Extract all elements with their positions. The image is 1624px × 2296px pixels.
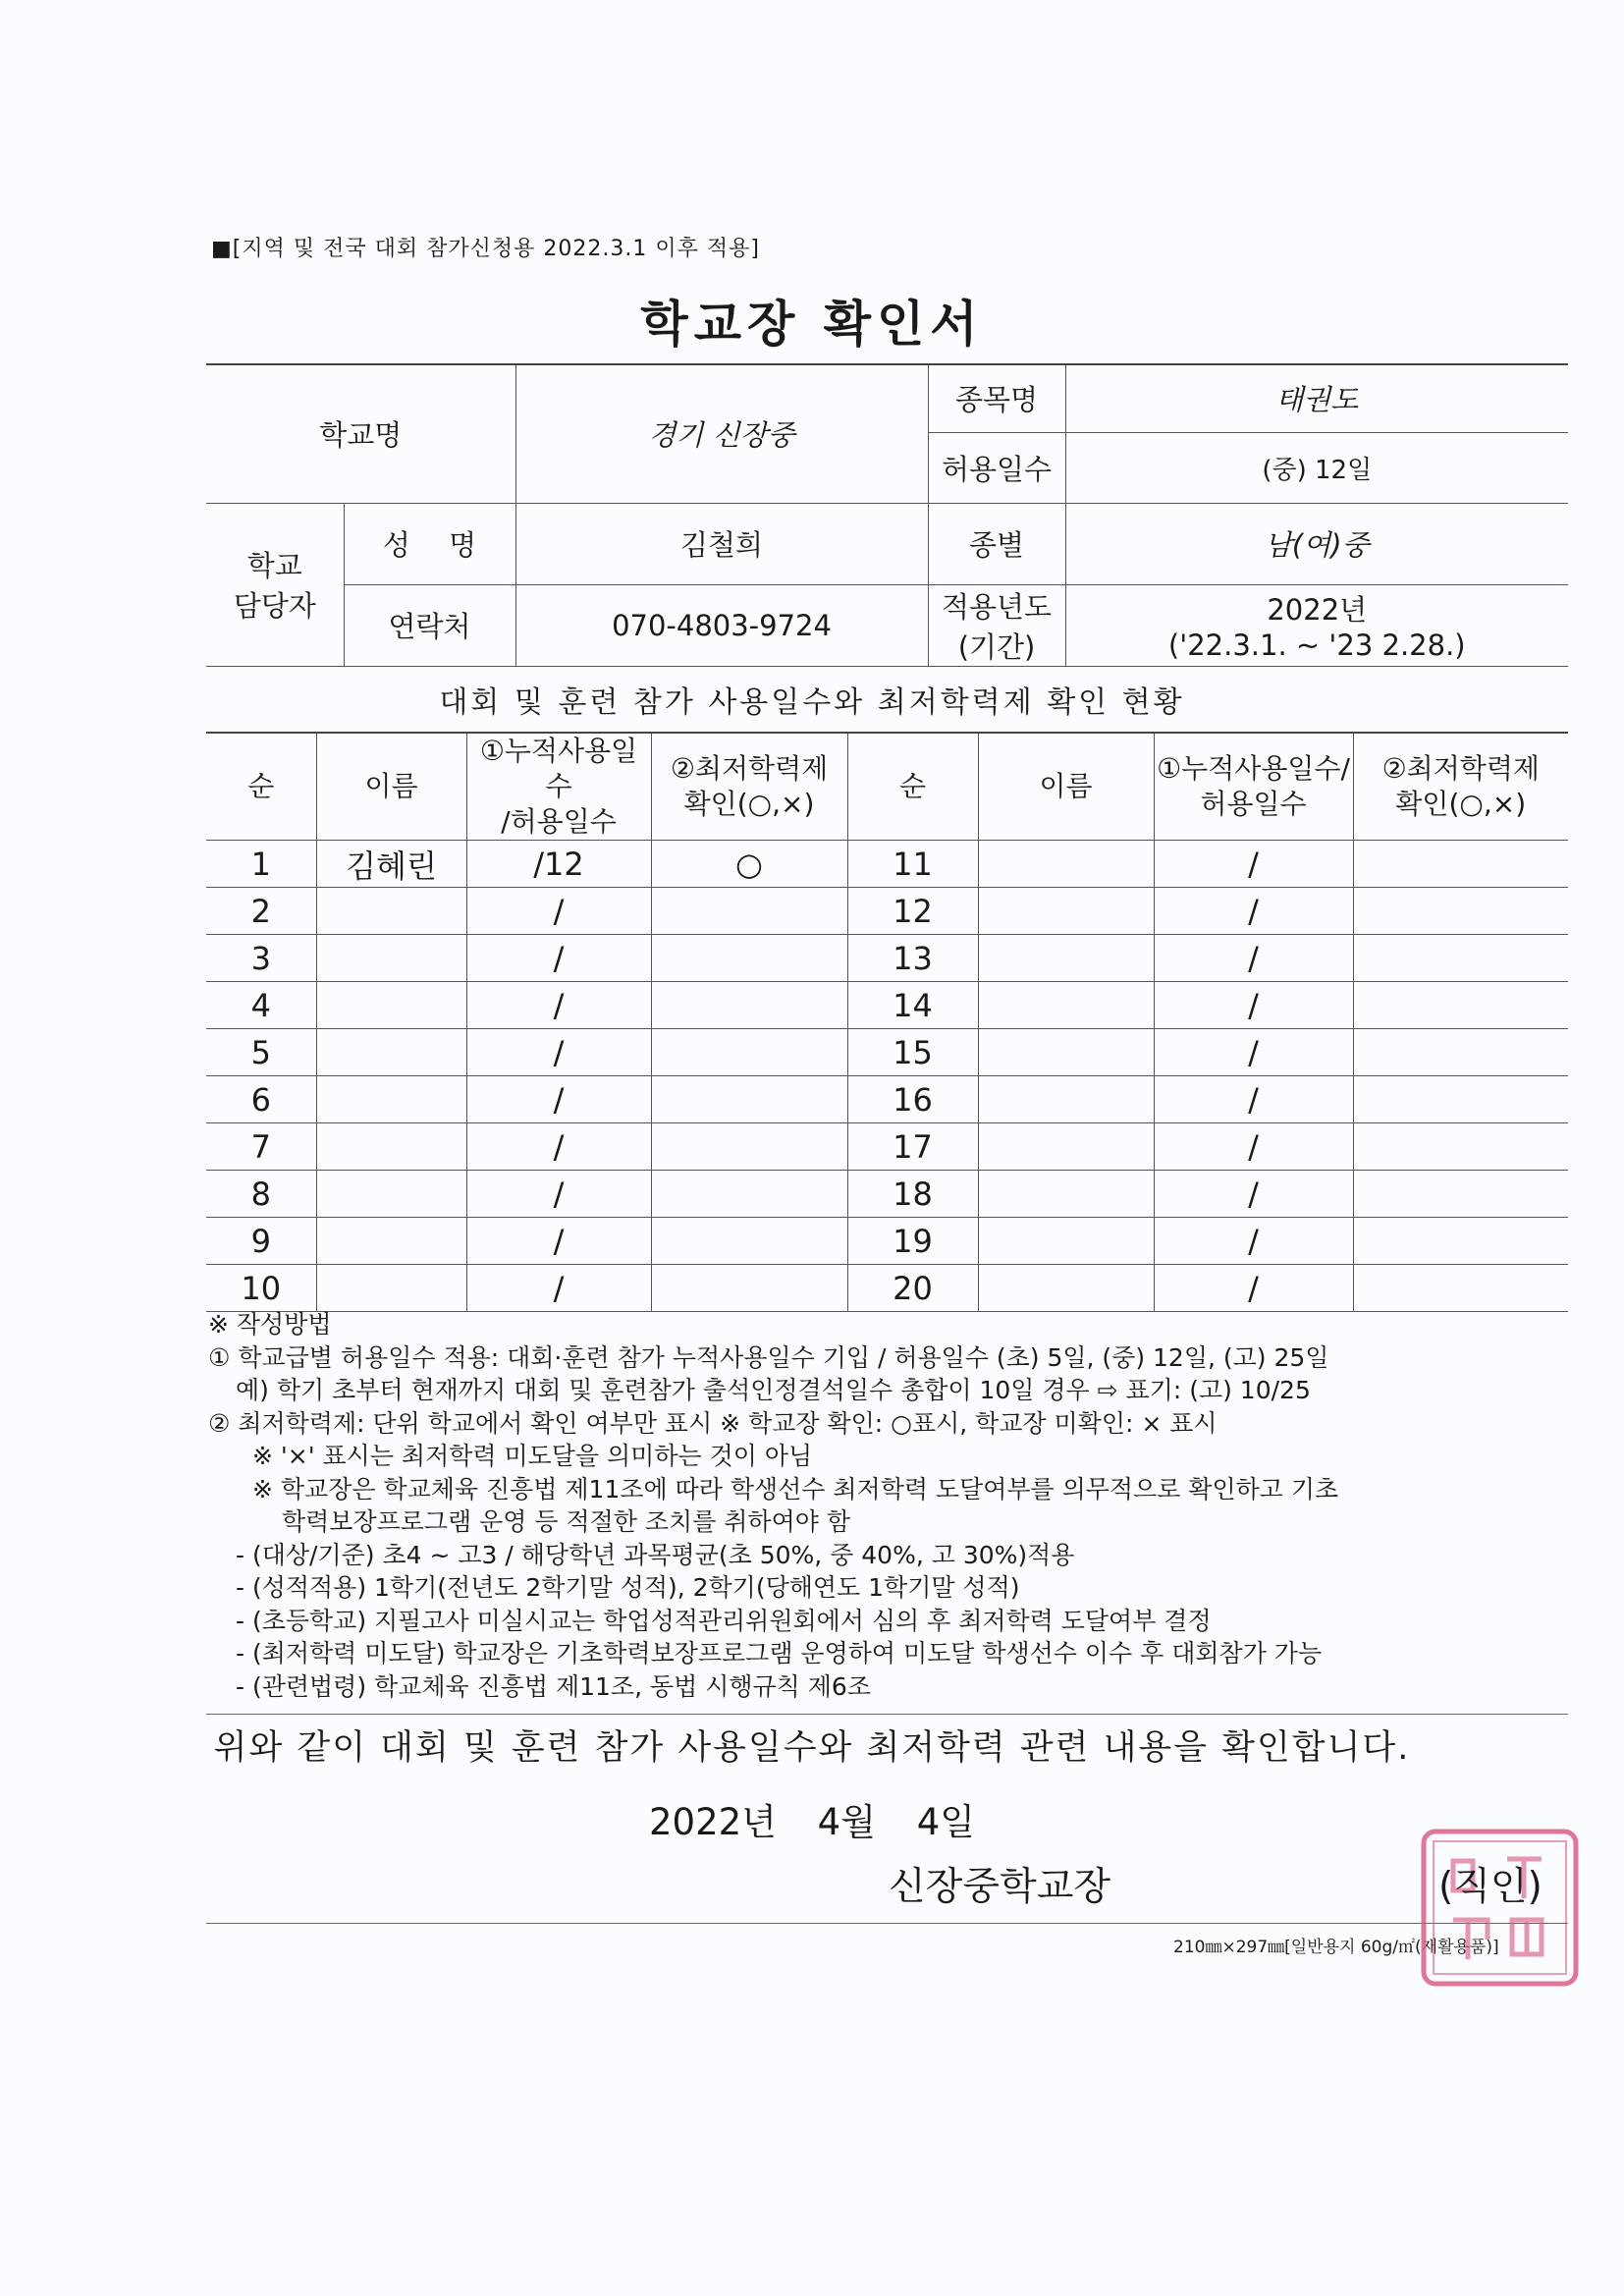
used-days-right: / bbox=[1154, 935, 1353, 982]
academic-check-left bbox=[651, 888, 847, 935]
header-academic-left-line2: 확인(○,×) bbox=[683, 788, 815, 820]
note-bullet-4: - (최저학력 미도달) 학교장은 기초학력보장프로그램 운영하여 미도달 학생선수 이수 후 대회참가 가능 bbox=[236, 1639, 1323, 1667]
academic-check-left bbox=[651, 1171, 847, 1218]
used-days-left: / bbox=[466, 1265, 651, 1312]
year-value-line1: 2022년 bbox=[1267, 593, 1368, 627]
row-number-right: 15 bbox=[847, 1029, 978, 1076]
academic-check-right bbox=[1353, 1218, 1568, 1265]
participant-name-left bbox=[316, 1076, 466, 1123]
row-number-right: 18 bbox=[847, 1171, 978, 1218]
row-number-left: 4 bbox=[206, 982, 316, 1029]
table-row bbox=[206, 1265, 1568, 1312]
used-days-left: / bbox=[466, 1123, 651, 1171]
name-label: 성 명 bbox=[344, 503, 515, 584]
academic-check-left bbox=[651, 1265, 847, 1312]
participant-table bbox=[206, 732, 1568, 1312]
school-label: 학교명 bbox=[206, 364, 515, 503]
table-row bbox=[206, 888, 1568, 935]
participant-name-right bbox=[978, 1076, 1154, 1123]
header-days-left-line1: ①누적사용일수 bbox=[479, 735, 638, 802]
header-name-right: 이름 bbox=[978, 733, 1154, 841]
used-days-right: / bbox=[1154, 1029, 1353, 1076]
academic-check-right bbox=[1353, 1265, 1568, 1312]
participant-name-left bbox=[316, 1218, 466, 1265]
participant-name-left bbox=[316, 1029, 466, 1076]
participant-name-right bbox=[978, 888, 1154, 935]
table-row bbox=[206, 1171, 1568, 1218]
sport-label: 종목명 bbox=[928, 364, 1065, 432]
note-bullet-1: - (대상/기준) 초4 ~ 고3 / 해당학년 과목평균(초 50%, 중 40%, 고 30%)적용 bbox=[236, 1540, 1075, 1569]
table-row bbox=[206, 1123, 1568, 1171]
header-no-right: 순 bbox=[847, 733, 978, 841]
used-days-right: / bbox=[1154, 1265, 1353, 1312]
header-name-left: 이름 bbox=[316, 733, 466, 841]
row-number-right: 14 bbox=[847, 982, 978, 1029]
table-row bbox=[206, 935, 1568, 982]
note-item-1-example: 예) 학기 초부터 현재까지 대회 및 훈련참가 출석인정결석일수 총합이 10일 경우 ⇨ 표기: (고) 10/25 bbox=[236, 1376, 1311, 1404]
table-row bbox=[206, 982, 1568, 1029]
academic-check-right bbox=[1353, 1171, 1568, 1218]
used-days-left: / bbox=[466, 935, 651, 982]
note-bullet-5: - (관련법령) 학교체육 진흥법 제11조, 동법 시행규칙 제6조 bbox=[236, 1671, 871, 1701]
participant-name-left bbox=[316, 1123, 466, 1171]
participant-name-right bbox=[978, 1123, 1154, 1171]
header-academic-left bbox=[651, 733, 847, 841]
used-days-left: / bbox=[466, 1218, 651, 1265]
header-days-right bbox=[1154, 733, 1353, 841]
academic-check-right bbox=[1353, 1123, 1568, 1171]
row-number-left: 9 bbox=[206, 1218, 316, 1265]
notes-heading: ※ 작성방법 bbox=[208, 1310, 332, 1339]
header-no-left: 순 bbox=[206, 733, 316, 841]
sport-value: 태권도 bbox=[1065, 364, 1568, 432]
participant-name-left bbox=[316, 935, 466, 982]
academic-check-left bbox=[651, 1029, 847, 1076]
note-item-2-remark-1: ※ '×' 표시는 최저학력 미도달을 의미하는 것이 아님 bbox=[252, 1442, 813, 1470]
row-number-right: 16 bbox=[847, 1076, 978, 1123]
row-number-left: 5 bbox=[206, 1029, 316, 1076]
school-info-table bbox=[206, 363, 1568, 667]
row-number-left: 3 bbox=[206, 935, 316, 982]
year-value-line2: ('22.3.1. ~ '23 2.28.) bbox=[1167, 629, 1466, 662]
header-days-right-line1: ①누적사용일수/ bbox=[1157, 752, 1350, 785]
allowed-days-label: 허용일수 bbox=[928, 432, 1065, 503]
contact-group-label bbox=[206, 503, 344, 666]
academic-check-right bbox=[1353, 1029, 1568, 1076]
academic-check-left bbox=[651, 935, 847, 982]
confirmation-statement: 위와 같이 대회 및 훈련 참가 사용일수와 최저학력 관련 내용을 확인합니다. bbox=[213, 1728, 1411, 1768]
row-number-left: 6 bbox=[206, 1076, 316, 1123]
divider-top bbox=[206, 1714, 1568, 1715]
divider-bottom bbox=[206, 1923, 1568, 1924]
gender-label: 종별 bbox=[928, 503, 1065, 584]
academic-check-left: ○ bbox=[651, 841, 847, 888]
form-usage-note: ■[지역 및 전국 대회 참가신청용 2022.3.1 이후 적용] bbox=[211, 237, 760, 261]
row-number-left: 7 bbox=[206, 1123, 316, 1171]
academic-check-right bbox=[1353, 982, 1568, 1029]
school-value: 경기 신장중 bbox=[515, 364, 928, 503]
year-label-line2: (기간) bbox=[957, 629, 1036, 664]
contact-group-label-line2: 담당자 bbox=[233, 589, 316, 623]
row-number-right: 20 bbox=[847, 1265, 978, 1312]
document-title: 학교장 확인서 bbox=[640, 296, 984, 353]
participant-name-left bbox=[316, 982, 466, 1029]
row-number-left: 10 bbox=[206, 1265, 316, 1312]
note-bullet-2: - (성적적용) 1학기(전년도 2학기말 성적), 2학기(당해연도 1학기말 성적) bbox=[236, 1573, 1020, 1602]
academic-check-right bbox=[1353, 1076, 1568, 1123]
row-number-left: 8 bbox=[206, 1171, 316, 1218]
academic-check-left bbox=[651, 982, 847, 1029]
participant-name-right bbox=[978, 982, 1154, 1029]
table-row bbox=[206, 841, 1568, 888]
used-days-right: / bbox=[1154, 888, 1353, 935]
header-days-left bbox=[466, 733, 651, 841]
header-academic-right-line1: ②최저학력제 bbox=[1381, 752, 1540, 785]
participant-name-right bbox=[978, 935, 1154, 982]
row-number-right: 13 bbox=[847, 935, 978, 982]
participant-name-left bbox=[316, 1265, 466, 1312]
used-days-right: / bbox=[1154, 1123, 1353, 1171]
header-academic-right bbox=[1353, 733, 1568, 841]
academic-check-left bbox=[651, 1123, 847, 1171]
used-days-left: / bbox=[466, 1171, 651, 1218]
academic-check-right bbox=[1353, 841, 1568, 888]
participant-name-right bbox=[978, 1265, 1154, 1312]
row-number-right: 17 bbox=[847, 1123, 978, 1171]
year-value bbox=[1065, 584, 1568, 666]
phone-label: 연락처 bbox=[344, 584, 515, 666]
participant-name-left bbox=[316, 888, 466, 935]
header-days-left-line2: /허용일수 bbox=[501, 805, 617, 838]
header-days-right-line2: 허용일수 bbox=[1200, 788, 1307, 820]
contact-group-label-line1: 학교 bbox=[246, 549, 302, 582]
row-number-right: 11 bbox=[847, 841, 978, 888]
year-label-line1: 적용년도 bbox=[941, 589, 1053, 624]
participant-name-right bbox=[978, 1218, 1154, 1265]
used-days-left: /12 bbox=[466, 841, 651, 888]
academic-check-right bbox=[1353, 888, 1568, 935]
paper-spec: 210㎜×297㎜[일반용지 60g/㎡(재활용품)] bbox=[1173, 1938, 1499, 1957]
used-days-right: / bbox=[1154, 1171, 1353, 1218]
seal-label: (직인) bbox=[1438, 1865, 1543, 1909]
allowed-days-value: (중) 12일 bbox=[1065, 432, 1568, 503]
participant-name-left: 김혜린 bbox=[316, 841, 466, 888]
row-number-right: 19 bbox=[847, 1218, 978, 1265]
participant-rows bbox=[206, 841, 1568, 1312]
table-row bbox=[206, 1218, 1568, 1265]
used-days-right: / bbox=[1154, 982, 1353, 1029]
academic-check-right bbox=[1353, 935, 1568, 982]
phone-value: 070-4803-9724 bbox=[515, 584, 928, 666]
academic-check-left bbox=[651, 1076, 847, 1123]
academic-check-left bbox=[651, 1218, 847, 1265]
used-days-left: / bbox=[466, 888, 651, 935]
used-days-left: / bbox=[466, 1076, 651, 1123]
name-value: 김철희 bbox=[515, 503, 928, 584]
used-days-right: / bbox=[1154, 1076, 1353, 1123]
table-row bbox=[206, 1029, 1568, 1076]
used-days-left: / bbox=[466, 1029, 651, 1076]
gender-value: 남(여)중 bbox=[1065, 503, 1568, 584]
used-days-right: / bbox=[1154, 841, 1353, 888]
used-days-left: / bbox=[466, 982, 651, 1029]
row-number-left: 2 bbox=[206, 888, 316, 935]
header-academic-left-line1: ②최저학력제 bbox=[670, 752, 829, 785]
participant-name-right bbox=[978, 841, 1154, 888]
participant-name-right bbox=[978, 1029, 1154, 1076]
used-days-right: / bbox=[1154, 1218, 1353, 1265]
year-label bbox=[928, 584, 1065, 666]
header-academic-right-line2: 확인(○,×) bbox=[1395, 788, 1527, 820]
row-number-right: 12 bbox=[847, 888, 978, 935]
note-item-2-remark-2: ※ 학교장은 학교체육 진흥법 제11조에 따라 학생선수 최저학력 도달여부를 의무적으로 확인하고 기초 bbox=[252, 1474, 1339, 1503]
note-item-2-remark-2-cont: 학력보장프로그램 운영 등 적절한 조치를 취하여야 함 bbox=[282, 1507, 850, 1536]
issue-date: 2022년 4월 4일 bbox=[649, 1801, 975, 1843]
note-bullet-3: - (초등학교) 지필고사 미실시교는 학업성적관리위원회에서 심의 후 최저학력 도달여부 결정 bbox=[236, 1606, 1212, 1635]
note-item-2: ② 최저학력제: 단위 학교에서 확인 여부만 표시 ※ 학교장 확인: ○표시, 학교장 미확인: × 표시 bbox=[208, 1408, 1218, 1438]
table-row bbox=[206, 1076, 1568, 1123]
participant-name-right bbox=[978, 1171, 1154, 1218]
principal-title: 신장중학교장 bbox=[889, 1865, 1111, 1909]
note-item-1: ① 학교급별 허용일수 적용: 대회·훈련 참가 누적사용일수 기입 / 허용일수 (초) 5일, (중) 12일, (고) 25일 bbox=[208, 1342, 1329, 1372]
participant-name-left bbox=[316, 1171, 466, 1218]
section-title: 대회 및 훈련 참가 사용일수와 최저학력제 확인 현황 bbox=[439, 685, 1185, 720]
row-number-left: 1 bbox=[206, 841, 316, 888]
instructions bbox=[208, 1308, 1583, 1703]
